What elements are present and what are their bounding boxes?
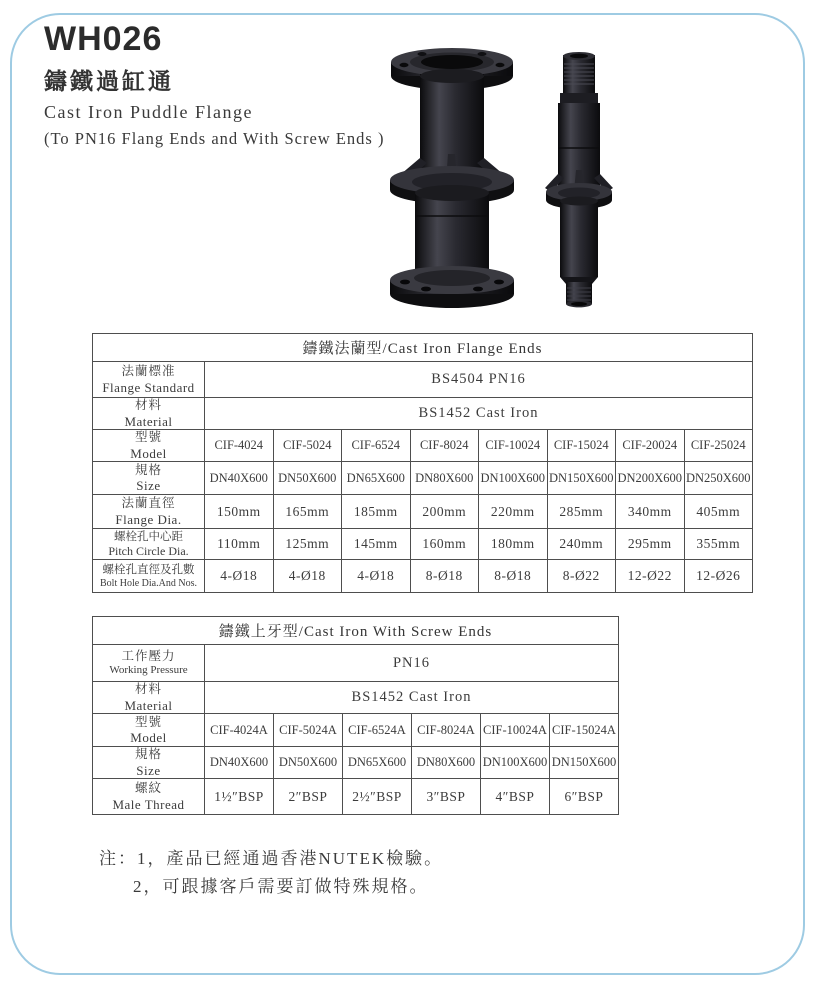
row-label-flange-dia: 法蘭直徑 Flange Dia.	[93, 495, 205, 529]
footnotes	[99, 845, 443, 901]
material-value: BS1452 Cast Iron	[205, 682, 619, 714]
flange-standard-value: BS4504 PN16	[205, 362, 753, 398]
pitch-circle-cell: 125mm	[273, 529, 342, 560]
bolt-hole-cell: 8-Ø18	[410, 560, 479, 593]
flange-dia-cell: 150mm	[205, 495, 274, 529]
thread-cell: 4″BSP	[481, 779, 550, 815]
pitch-circle-cell: 240mm	[547, 529, 616, 560]
note-text: 1，產品已經通過香港NUTEK檢驗。	[137, 849, 444, 868]
pitch-circle-cell: 160mm	[410, 529, 479, 560]
size-cell: DN150X600	[550, 747, 619, 779]
product-title-en: Cast Iron Puddle Flange	[44, 101, 253, 122]
product-subtitle: (To PN16 Flang Ends and With Screw Ends )	[44, 128, 385, 148]
row-label-model: 型號 Model	[93, 714, 205, 747]
note-line-2	[133, 873, 443, 901]
size-cell: DN40X600	[205, 747, 274, 779]
size-cell: DN65X600	[342, 462, 411, 495]
thread-cell: 1½″BSP	[205, 779, 274, 815]
size-cell: DN50X600	[273, 462, 342, 495]
row-label-size: 規格 Size	[93, 462, 205, 495]
pitch-circle-cell: 145mm	[342, 529, 411, 560]
model-cell: CIF-8024	[410, 430, 479, 462]
row-label-flange-standard: 法蘭標准 Flange Standard	[93, 362, 205, 398]
model-cell: CIF-8024A	[412, 714, 481, 747]
model-cell: CIF-20024	[616, 430, 685, 462]
bolt-hole-cell: 4-Ø18	[205, 560, 274, 593]
size-cell: DN65X600	[343, 747, 412, 779]
flange-ends-table	[92, 333, 753, 593]
model-cell: CIF-10024	[479, 430, 548, 462]
model-cell: CIF-6524A	[343, 714, 412, 747]
size-cell: DN100X600	[481, 747, 550, 779]
pitch-circle-cell: 180mm	[479, 529, 548, 560]
flange-dia-cell: 220mm	[479, 495, 548, 529]
row-label-pitch-circle: 螺栓孔中心距 Pitch Circle Dia.	[93, 529, 205, 560]
screw-table-title: 鑄鐵上牙型/Cast Iron With Screw Ends	[93, 617, 619, 645]
row-label-size: 規格 Size	[93, 747, 205, 779]
flange-dia-cell: 340mm	[616, 495, 685, 529]
flange-table-title: 鑄鐵法蘭型/Cast Iron Flange Ends	[93, 334, 753, 362]
working-pressure-value: PN16	[205, 645, 619, 682]
size-cell: DN80X600	[410, 462, 479, 495]
thread-cell: 2″BSP	[274, 779, 343, 815]
size-cell: DN40X600	[205, 462, 274, 495]
bolt-hole-cell: 4-Ø18	[273, 560, 342, 593]
size-cell: DN250X600	[684, 462, 753, 495]
size-cell: DN200X600	[616, 462, 685, 495]
material-value: BS1452 Cast Iron	[205, 398, 753, 430]
model-cell: CIF-5024A	[274, 714, 343, 747]
flange-dia-cell: 200mm	[410, 495, 479, 529]
model-cell: CIF-5024	[273, 430, 342, 462]
model-cell: CIF-15024	[547, 430, 616, 462]
product-photo-screw-ends	[543, 52, 619, 308]
row-label-bolt-hole: 螺栓孔直徑及孔數 Bolt Hole Dia.And Nos.	[93, 560, 205, 593]
bolt-hole-cell: 8-Ø18	[479, 560, 548, 593]
pitch-circle-cell: 355mm	[684, 529, 753, 560]
header	[44, 22, 384, 149]
thread-cell: 3″BSP	[412, 779, 481, 815]
bolt-hole-cell: 8-Ø22	[547, 560, 616, 593]
row-label-male-thread: 螺紋 Male Thread	[93, 779, 205, 815]
flange-dia-cell: 285mm	[547, 495, 616, 529]
product-code: WH026	[44, 20, 163, 58]
screw-ends-table	[92, 616, 619, 815]
flange-dia-cell: 165mm	[273, 495, 342, 529]
pitch-circle-cell: 295mm	[616, 529, 685, 560]
size-cell: DN50X600	[274, 747, 343, 779]
product-title-zh: 鑄鐵過缸通	[44, 68, 174, 94]
pitch-circle-cell: 110mm	[205, 529, 274, 560]
row-label-material: 材料 Material	[93, 398, 205, 430]
thread-cell: 2½″BSP	[343, 779, 412, 815]
model-cell: CIF-15024A	[550, 714, 619, 747]
row-label-material: 材料 Material	[93, 682, 205, 714]
product-photo-flange-ends	[388, 46, 516, 312]
flange-dia-cell: 405mm	[684, 495, 753, 529]
model-cell: CIF-4024	[205, 430, 274, 462]
model-cell: CIF-6524	[342, 430, 411, 462]
row-label-model: 型號 Model	[93, 430, 205, 462]
row-label-working-pressure: 工作壓力 Working Pressure	[93, 645, 205, 682]
flange-dia-cell: 185mm	[342, 495, 411, 529]
note-prefix: 注：	[99, 849, 137, 868]
size-cell: DN80X600	[412, 747, 481, 779]
note-line-1	[99, 845, 443, 873]
size-cell: DN150X600	[547, 462, 616, 495]
size-cell: DN100X600	[479, 462, 548, 495]
bolt-hole-cell: 12-Ø26	[684, 560, 753, 593]
bolt-hole-cell: 12-Ø22	[616, 560, 685, 593]
model-cell: CIF-25024	[684, 430, 753, 462]
note-text: 2，可跟據客戶需要訂做特殊規格。	[133, 877, 429, 897]
bolt-hole-cell: 4-Ø18	[342, 560, 411, 593]
model-cell: CIF-4024A	[205, 714, 274, 747]
thread-cell: 6″BSP	[550, 779, 619, 815]
model-cell: CIF-10024A	[481, 714, 550, 747]
